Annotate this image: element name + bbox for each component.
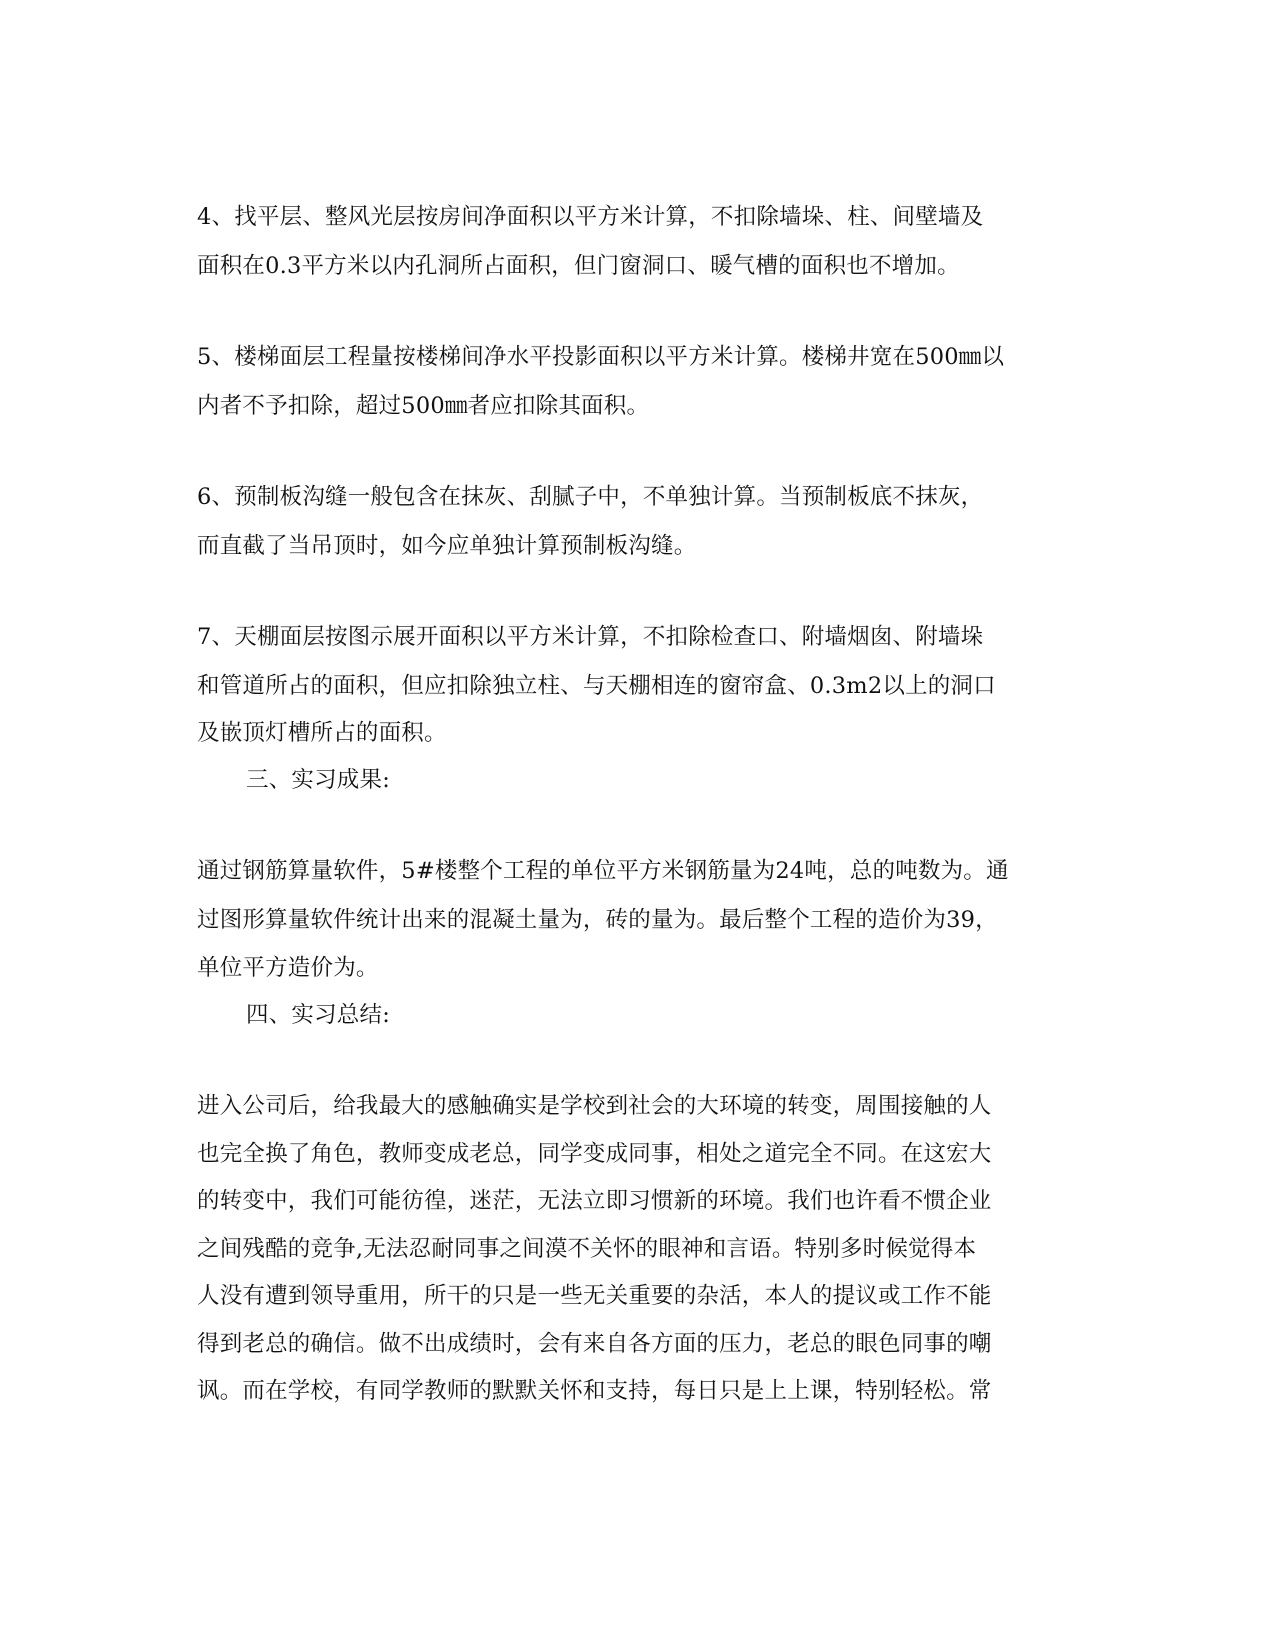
paragraph-4-line-1: 4、找平层、整风光层按房间净面积以平方米计算，不扣除墙垛、柱、间壁墙及 xyxy=(197,204,984,230)
summary-line-5: 人没有遭到领导重用，所干的只是一些无关重要的杂活，本人的提议或工作不能 xyxy=(197,1283,992,1309)
section-heading-summary: 四、实习总结: xyxy=(246,1002,390,1028)
paragraph-6-line-1: 6、预制板沟缝一般包含在抹灰、刮腻子中，不单独计算。当预制板底不抹灰， xyxy=(197,484,984,510)
paragraph-4-line-2: 面积在0.3平方米以内孔洞所占面积，但门窗洞口、暖气槽的面积也不增加。 xyxy=(197,253,960,279)
paragraph-7-line-3: 及嵌顶灯槽所占的面积。 xyxy=(197,720,447,746)
summary-line-3: 的转变中，我们可能彷徨，迷茫，无法立即习惯新的环境。我们也许看不惯企业 xyxy=(197,1188,992,1214)
summary-line-6: 得到老总的确信。做不出成绩时，会有来自各方面的压力，老总的眼色同事的嘲 xyxy=(197,1331,992,1357)
paragraph-5-line-1: 5、楼梯面层工程量按楼梯间净水平投影面积以平方米计算。楼梯井宽在500㎜以 xyxy=(197,344,1005,370)
paragraph-7-line-2: 和管道所占的面积，但应扣除独立柱、与天棚相连的窗帘盒、0.3m2以上的洞口 xyxy=(197,673,996,699)
results-line-1: 通过钢筋算量软件，5#楼整个工程的单位平方米钢筋量为24吨，总的吨数为。通 xyxy=(197,858,1009,884)
summary-line-4: 之间残酷的竞争,无法忍耐同事之间漠不关怀的眼神和言语。特别多时候觉得本 xyxy=(197,1236,977,1262)
paragraph-7-line-1: 7、天棚面层按图示展开面积以平方米计算，不扣除检查口、附墙烟囱、附墙垛 xyxy=(197,624,984,650)
results-line-2: 过图形算量软件统计出来的混凝土量为，砖的量为。最后整个工程的造价为39， xyxy=(197,907,998,933)
results-line-3: 单位平方造价为。 xyxy=(197,955,379,981)
section-heading-results: 三、实习成果: xyxy=(246,767,390,793)
paragraph-6-line-2: 而直截了当吊顶时，如今应单独计算预制板沟缝。 xyxy=(197,533,697,559)
paragraph-5-line-2: 内者不予扣除，超过500㎜者应扣除其面积。 xyxy=(197,393,650,419)
summary-line-2: 也完全换了角色，教师变成老总，同学变成同事，相处之道完全不同。在这宏大 xyxy=(197,1141,992,1167)
summary-line-7: 讽。而在学校，有同学教师的默默关怀和支持，每日只是上上课，特别轻松。常 xyxy=(197,1378,992,1404)
summary-line-1: 进入公司后，给我最大的感触确实是学校到社会的大环境的转变，周围接触的人 xyxy=(197,1093,992,1119)
